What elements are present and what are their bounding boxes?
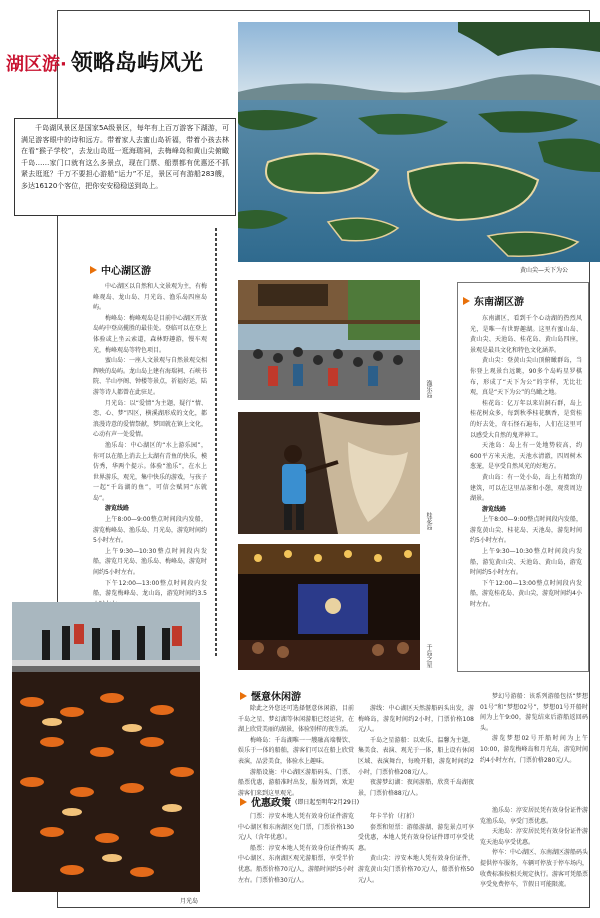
discount-subheading: (即日起至明年2月29日)	[295, 799, 360, 806]
central-text-column	[93, 282, 207, 602]
central-paragraph: 梅峰岛：梅峰观岛是目前中心湖区开放岛屿中登高揽胜的最佳处。登临可以在登上体验或上坐云索道，森林野趣游，慢车观光，梅峰观岛等特色项目。	[93, 314, 208, 354]
east-paragraph: 黄山岛：有一处小岛，岛上有精致的建筑，可以在这里品茶和小憩，观赏周边湖景。	[470, 473, 582, 503]
show-photo	[238, 544, 420, 670]
east-text-column	[470, 314, 582, 668]
aerial-island-photo	[238, 22, 600, 262]
east-paragraph: 黄山尖：登黄山尖山顶俯瞰群岛，当你登上观景台远眺，90多个岛屿星罗棋布，形成了“天下为公”的字样，无比壮观，真是“天下为公”的鸟瞰之地。	[470, 357, 582, 397]
leisure-paragraph: 梦幻号游船：该系列游船包括“梦想01号”和“梦想02号”，梦想01号开船时间为上午9:00，游览结束后游船返回码头。	[480, 693, 588, 732]
east-heading	[463, 293, 524, 308]
leisure-paragraph: 游线：中心湖区天然游船码头出发，游梅峰岛，游览时间约2小时，门票价格108元/人。	[358, 705, 474, 734]
discount-col2	[358, 812, 474, 906]
central-paragraph: 月光岛：以“爱情”为主题，疑行“情、恋、心、梦”四区，横溪湖形成的文化，都浪漫诗意的爱情祭献，梦回就在镇上文化，心动有声一处爱情。	[93, 399, 208, 439]
title-main: 领略岛屿风光	[70, 51, 203, 76]
pier-photo	[238, 280, 420, 400]
east-route: 下午12:00—13:00整点时间段内发船，游览桂花岛、黄山尖，游览时间约4小时左右。	[470, 579, 582, 609]
cave-graphic	[238, 412, 420, 534]
leisure-paragraph: 千岛之星游船：以欢乐、温馨为主题，集美食、表演、观光于一体，船上设有休闲区域、表演舞台，每晚开船，游览时间约2小时，门票价格208元/人。	[358, 736, 474, 776]
discount-heading-text: 优惠政策	[251, 798, 291, 809]
central-route: 上午9:30—10:30整点时间段内发船，游览月光岛、渔乐岛、梅峰岛，游览时间约5小时左右。	[93, 547, 208, 577]
central-heading	[90, 262, 151, 277]
pier-graphic	[238, 280, 420, 400]
central-route: 下午12:00—13:00整点时间段内发船，游览梅峰岛、龙山岛，游览时间约3.5	[93, 579, 207, 598]
east-paragraph: 东南湖区，看到千个心动湖的热烈风光，是唯一有世野趣湖。这里有蜜山岛、黄山尖、天池岛、桂花岛、黄山岛四座，景观是最具文化和特色文化涵养。	[470, 315, 582, 354]
aerial-caption: 黄山尖—天下为公	[520, 267, 569, 274]
leisure-right-column	[358, 704, 474, 797]
bullet-triangle-icon	[463, 297, 470, 305]
discount-paragraph: 黄山尖：淳安本地人凭有效身份证件，游览黄山尖门票价格70元/人，船票价格50元/人。	[358, 855, 474, 884]
dashed-divider	[215, 228, 217, 658]
central-route-title: 游览线路	[105, 505, 130, 513]
leisure-paragraph: 除此之外您还可选择惬意休闲游，目前千岛之星、梦幻湖等休闲游船已经运营，在湖上欣赏美丽的湖景，体验别样的夜生活。	[238, 705, 354, 734]
show-graphic	[238, 544, 420, 670]
discount-paragraph: 停车：中心湖区、东南湖区游船码头提供停车服务，车辆可停放于停车场内，收费标准按相关规定执行。游客可凭船票享受免费停车，节假日可能限流。	[480, 849, 589, 889]
leisure-left-column	[238, 704, 354, 797]
leisure-paragraph: 游船设施：中心湖区游船码头、门票、船票优惠，游船准时出发，服务周到，欢迎游客们来到这里观光。	[238, 768, 354, 797]
east-route-title: 游览线路	[482, 505, 507, 513]
east-route: 上午8:00—9:00整点时间段内发船，游览黄山尖、桂花岛、天池岛，游览时间约5小时左右。	[470, 516, 582, 545]
leisure-heading	[240, 688, 301, 703]
leisure-paragraph: 梅峰岛：千岛湖唯一一艘融高端餐饮、娱乐于一体的船舶，游客们可以在船上欣赏表演，品尝美食，体验水上趣味。	[238, 736, 354, 765]
central-paragraph: 渔乐岛：中心湖区的“水上游乐园”，你可以在船上消去上太湖有青鱼的快乐，模仿秀，华两个提示。体验“渔乐”，在水上世界游乐，观光，集中快乐的游戏，与孩子一起“千岛湖的鱼”，可信会赋同“东就岛”。	[93, 441, 208, 502]
discount-paragraph: 年卡半价（打折）	[370, 813, 419, 820]
koi-graphic	[12, 602, 200, 892]
koi-photo	[12, 602, 200, 892]
leisure-far-column	[480, 692, 588, 792]
bullet-triangle-icon	[240, 798, 247, 806]
east-paragraph: 天池岛：岛上有一处地势较高，约600平方米天池，天池水清澈，四周树木葱茏，是享受自然风光的好地方。	[470, 442, 582, 471]
aerial-island-graphic	[238, 22, 600, 262]
discount-col1	[238, 812, 354, 906]
central-paragraph: 中心湖区以自然和人文景观为主，有梅峰观岛、龙山岛、月光岛、渔乐岛四座岛屿。	[93, 283, 208, 312]
central-paragraph: 蜜山岛：一座人文景观与自然景观交相辉映的岛屿。龙山岛上建有海瑞祠、石峡书院、半山亭阁、钟楼等景点，祈福好运，陆游等诗人都曾在此驻足。	[93, 357, 208, 396]
title-prefix: 湖区游·	[6, 54, 67, 75]
cave-photo	[238, 412, 420, 534]
show-caption: 千岛之星	[425, 644, 432, 668]
central-heading-text: 中心湖区游	[101, 266, 151, 277]
koi-caption: 月光岛	[180, 898, 199, 905]
leisure-paragraph: 游览梦想02号开船时间为上午10:00，游览梅峰岛和月光岛，游览时间约4小时左右，门票价格280元/人。	[480, 735, 588, 764]
leisure-paragraph: 夜游梦幻湖：夜间游船，欣赏千岛湖夜景，门票价格88元/人。	[358, 779, 474, 797]
discount-heading	[240, 794, 359, 809]
bullet-triangle-icon	[90, 266, 97, 274]
cave-caption: 桂花岛	[425, 512, 432, 530]
bullet-triangle-icon	[240, 692, 247, 700]
east-route: 上午9:30—10:30整点时间段内发船，游览黄山尖、天池岛、黄山岛，游览时间约5小时左右。	[470, 548, 582, 577]
east-paragraph: 桂花岛：亿万年以来岩洞石群，岛上桂花树众多，每到秋季桂花飘香，是赏桂的好去处，奇石怪石遍布，人们在这里可以感受大自然的鬼斧神工。	[470, 399, 582, 439]
discount-paragraph: 天池岛：淳安居民凭有效身份证件游览天池岛享受优惠。	[480, 828, 589, 846]
central-route: 上午8:00—9:00整点时间段内发船，游览梅峰岛、渔乐岛、月光岛，游览时间约5小时左右。	[93, 516, 208, 545]
discount-paragraph: 套票和短票：游船游湖、游览景点可享受优惠，本地人凭有效身份证件即可享受优惠。	[358, 823, 474, 852]
discount-paragraph: 门票：淳安本地人凭有效身份证件游览中心湖区和东南湖区免门票，门票价格130元/人（含年优惠）。	[238, 813, 354, 842]
leisure-heading-text: 惬意休闲游	[251, 692, 301, 703]
pier-caption: 渔乐岛	[425, 380, 432, 398]
discount-col3	[480, 806, 588, 906]
discount-paragraph: 渔乐岛：淳安居民凭有效身份证件游览渔乐岛，享受门票优惠。	[480, 807, 589, 825]
page-title	[6, 46, 266, 86]
discount-paragraph: 船票：淳安本地人凭有效身份证件购买中心湖区、东南湖区观光游船票，享受半价优惠。船票价格70元/人，游船时间约5小时左右。门票价格30元/人。	[238, 844, 354, 884]
intro-box: 千岛湖风景区是国家5A级景区，每年有上百万游客下湖游，可满足游客眼中的诗和远方。带着家人去蜜山岛祈福，带着小孩去林在看“猴子学校”，去龙山岛逛一逛海瑞祠，去梅峰岛和黄山尖俯瞰千岛……家门口就有这么多景点，现在门票、船票都有优惠还不抓紧去逛逛？千万不要担心游船“运力”不足，景区可有游船283艘，多达16120个客位，把你安安稳稳送到岛上。	[14, 118, 236, 216]
east-heading-text: 东南湖区游	[474, 297, 524, 308]
